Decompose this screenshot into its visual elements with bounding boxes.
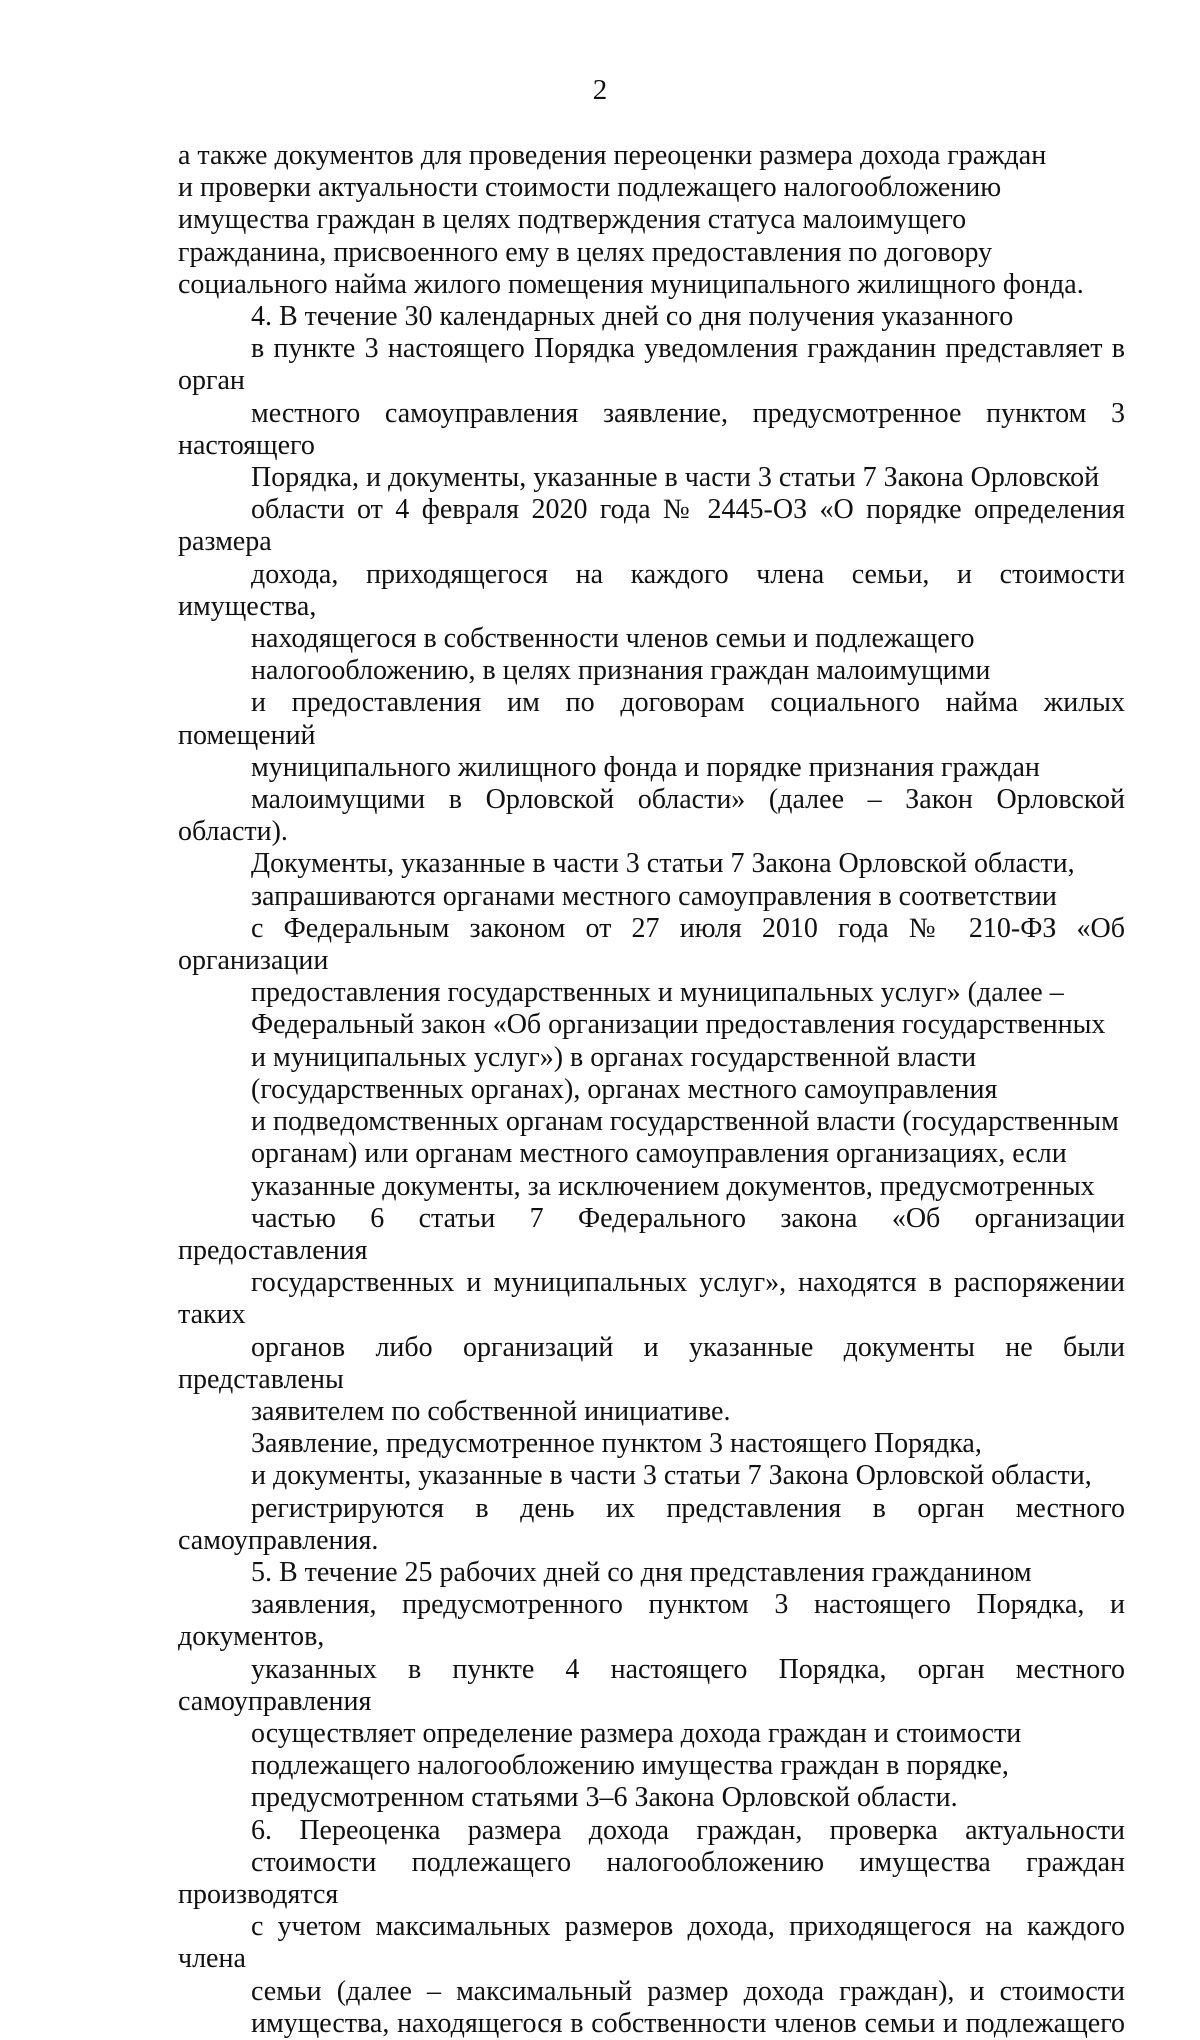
text-line: 6. Переоценка размера дохода граждан, проверка актуальности — [251, 1814, 1125, 1846]
text-line: стоимости подлежащего налогообложению имущества граждан производятся — [178, 1846, 1125, 1910]
text-line: социального найма жилого помещения муниципального жилищного фонда. — [178, 268, 1084, 300]
text-line: гражданина, присвоенного ему в целях предоставления по договору — [178, 236, 993, 268]
text-line: области от 4 февраля 2020 года № 2445-ОЗ «О порядке определения размера — [178, 494, 1125, 558]
text-line: органов либо организаций и указанные документы не были представлены — [178, 1331, 1125, 1395]
text-line: и подведомственных органам государственной власти (государственным — [251, 1106, 1119, 1138]
text-line: 4. В течение 30 календарных дней со дня получения указанного — [251, 301, 1014, 333]
text-line: в пункте 3 настоящего Порядка уведомления гражданин представляет в орган — [178, 333, 1125, 397]
text-line: а также документов для проведения переоценки размера дохода граждан — [178, 140, 1047, 171]
paragraph-p2 — [178, 848, 1125, 1428]
text-line: имущества граждан в целях подтверждения статуса малоимущего — [178, 204, 967, 236]
paragraph-p3 — [178, 1428, 1125, 1557]
text-line: подлежащего налогообложению имущества граждан в порядке, — [251, 1750, 1009, 1782]
paragraph-p4 — [178, 1557, 1125, 1815]
document-body — [178, 140, 1125, 2040]
text-line: Заявление, предусмотренное пунктом 3 настоящего Порядка, — [251, 1428, 982, 1460]
text-line: малоимущими в Орловской области» (далее – Закон Орловской области). — [178, 784, 1125, 848]
text-line: предоставления государственных и муниципальных услуг» (далее – — [251, 977, 1064, 1009]
text-line: и документы, указанные в части 3 статьи 7 Закона Орловской области, — [251, 1460, 1092, 1492]
text-line: заявления, предусмотренного пунктом 3 настоящего Порядка, и документов, — [178, 1589, 1125, 1653]
text-line: имущества, находящегося в собственности членов семьи и подлежащего — [251, 2007, 1125, 2039]
text-line: частью 6 статьи 7 Федерального закона «Об организации предоставления — [178, 1202, 1125, 1266]
text-line: заявителем по собственной инициативе. — [251, 1395, 731, 1427]
text-line: находящегося в собственности членов семьи и подлежащего — [251, 623, 975, 655]
text-line: местного самоуправления заявление, предусмотренное пунктом 3 настоящего — [178, 397, 1125, 461]
text-line: указанных в пункте 4 настоящего Порядка, орган местного самоуправления — [178, 1653, 1125, 1717]
text-line: органам) или органам местного самоуправления организациях, если — [251, 1138, 1067, 1170]
text-line: муниципального жилищного фонда и порядке признания граждан — [251, 751, 1040, 783]
page-number: 2 — [592, 74, 608, 106]
text-line: Документы, указанные в части 3 статьи 7 Закона Орловской области, — [251, 848, 1075, 880]
paragraph-p0 — [178, 140, 1125, 301]
text-line: государственных и муниципальных услуг», находятся в распоряжении таких — [178, 1267, 1125, 1331]
text-line: (государственных органах), органах местного самоуправления — [251, 1073, 998, 1105]
text-line: и муниципальных услуг») в органах государственной власти — [251, 1041, 977, 1073]
text-line: с Федеральным законом от 27 июля 2010 года № 210-ФЗ «Об организации — [178, 912, 1125, 977]
text-line: регистрируются в день их представления в орган местного самоуправления. — [178, 1492, 1125, 1556]
text-line: дохода, приходящегося на каждого члена семьи, и стоимости имущества, — [178, 558, 1125, 622]
text-line: и предоставления им по договорам социального найма жилых помещений — [178, 687, 1125, 751]
text-line: предусмотренном статьями 3–6 Закона Орловской области. — [251, 1782, 958, 1814]
text-line: с учетом максимальных размеров дохода, приходящегося на каждого члена — [178, 1911, 1125, 1975]
text-line: семьи (далее – максимальный размер дохода граждан), и стоимости — [251, 1975, 1125, 2007]
text-line: запрашиваются органами местного самоуправления в соответствии — [251, 880, 1057, 912]
text-line: Федеральный закон «Об организации предоставления государственных — [251, 1009, 1106, 1041]
text-line: и проверки актуальности стоимости подлежащего налогообложению — [178, 172, 1002, 204]
text-line: 5. В течение 25 рабочих дней со дня представления гражданином — [251, 1556, 1032, 1588]
text-line: Порядка, и документы, указанные в части 3 статьи 7 Закона Орловской — [251, 462, 1100, 494]
text-line: налогообложению, в целях признания граждан малоимущими — [251, 655, 991, 687]
paragraph-p5 — [178, 1815, 1125, 2040]
text-line: осуществляет определение размера дохода граждан и стоимости — [251, 1717, 1022, 1749]
text-line: указанные документы, за исключением документов, предусмотренных — [251, 1170, 1095, 1202]
paragraph-p1 — [178, 301, 1125, 848]
